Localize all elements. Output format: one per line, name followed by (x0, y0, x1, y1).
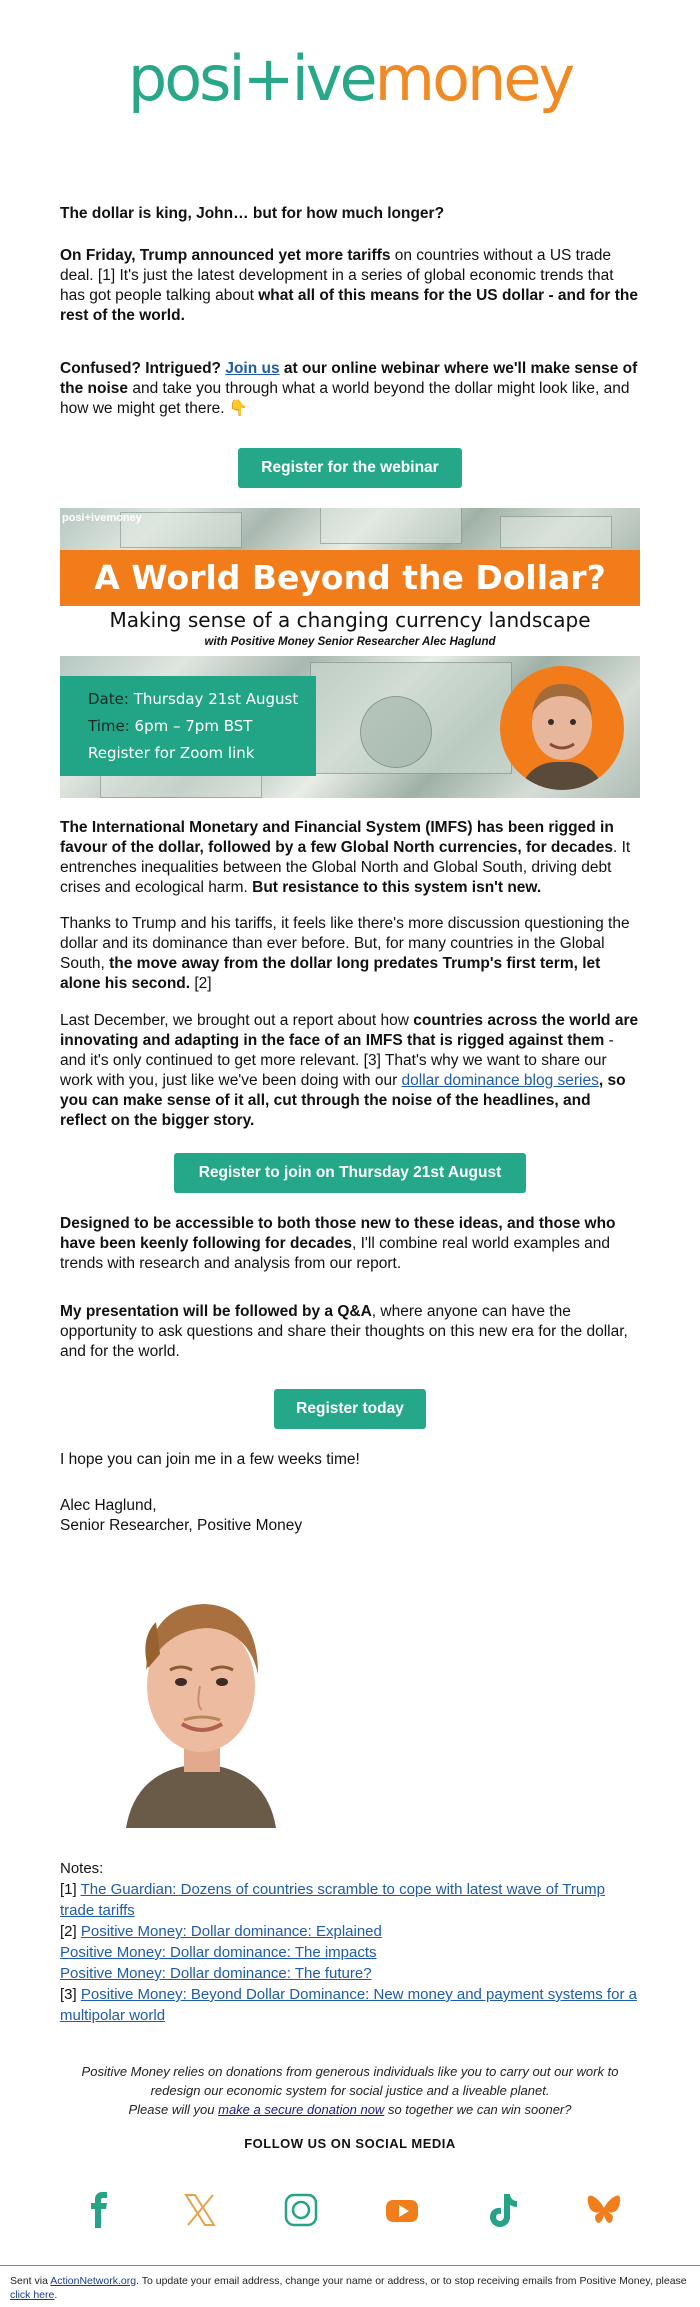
donate-link[interactable]: make a secure donation now (218, 2102, 385, 2117)
body-paragraph-qa: My presentation will be followed by a Q&A, where anyone can have the opportunity to ask questions and share their thoughts on this new era for the dollar, and for the world. (60, 1303, 628, 1360)
speaker-photo-small (500, 666, 624, 790)
instagram-icon[interactable] (281, 2190, 321, 2230)
closing-line: I hope you can join me in a few weeks time! (60, 1451, 360, 1468)
note-2-link-impacts[interactable]: Positive Money: Dollar dominance: The impacts (60, 1944, 377, 1961)
banner-subtitle: Making sense of a changing currency landscape (109, 608, 591, 632)
x-icon[interactable] (180, 2190, 220, 2230)
tiktok-icon[interactable] (483, 2190, 523, 2230)
note-2-link-explained[interactable]: Positive Money: Dollar dominance: Explained (80, 1923, 382, 1940)
click-here-link[interactable]: click here (10, 2289, 55, 2301)
actionnetwork-link[interactable]: ActionNetwork.org (50, 2275, 137, 2287)
signature: Alec Haglund, Senior Researcher, Positive Money (60, 1497, 303, 1534)
bluesky-icon[interactable] (584, 2190, 624, 2230)
body-paragraph-report: Last December, we brought out a report about how countries across the world are innovating and adapting in the face of an IMFS that is rigged against them - and it's only continued to get more relevant. [3] That's why we want to share our work with you, just like we've been doing with our dollar dominance blog series, so you can make sense of it all, cut through the noise of the headlines, and reflect on the bigger story. (60, 1012, 639, 1129)
unsubscribe-footer: Sent via ActionNetwork.org. To update your email address, change your name or address, or to stop receiving emails from Positive Money, please click here. (0, 2265, 700, 2302)
dollar-dominance-blog-link[interactable]: dollar dominance blog series (401, 1072, 599, 1089)
positive-money-logo: posi+ivemoney (127, 42, 573, 115)
speaker-portrait (126, 1578, 276, 1828)
note-2-link-future[interactable]: Positive Money: Dollar dominance: The future? (60, 1965, 372, 1982)
headline: The dollar is king, John… but for how much longer? (60, 205, 445, 222)
register-thursday-button[interactable]: Register to join on Thursday 21st August (174, 1153, 526, 1193)
register-today-button[interactable]: Register today (274, 1389, 426, 1429)
join-us-link[interactable]: Join us (225, 360, 280, 377)
banner-byline: with Positive Money Senior Researcher Alec Haglund (204, 636, 496, 648)
banner-money-background-top (60, 508, 640, 550)
banner-small-logo: posi+ivemoney (62, 512, 142, 524)
register-webinar-button[interactable]: Register for the webinar (238, 448, 462, 488)
follow-us-heading: FOLLOW US ON SOCIAL MEDIA (244, 2136, 456, 2151)
webinar-banner[interactable] (60, 508, 640, 798)
body-paragraph-trump: Thanks to Trump and his tariffs, it feels like there's more discussion questioning the dollar and its dominance than ever before. But, for many countries in the Global South, the move away from the dollar long predates Trump's first term, let alone his second. [2] (60, 915, 630, 992)
youtube-icon[interactable] (382, 2190, 422, 2230)
event-details-box: Date: Thursday 21st August Time: 6pm – 7pm BST Register for Zoom link (60, 676, 316, 776)
body-paragraph-imfs: The International Monetary and Financial System (IMFS) has been rigged in favour of the dollar, followed by a few Global North currencies, for decades. It entrenches inequalities between the Global North and Global South, driving debt crises and ecological harm. But resistance to this system isn't new. (60, 819, 631, 896)
notes-heading: Notes: (60, 1860, 104, 1877)
donation-appeal: Positive Money relies on donations from generous individuals like you to carry out our work to redesign our economic system for social justice and a liveable planet. Please will you make a secure donation now so together we can win sooner? (81, 2064, 619, 2117)
notes-section: Notes: [1] The Guardian: Dozens of countries scramble to cope with latest wave of Trump trade tariffs [2] Positive Money: Dollar dominance: Explained Positive Money: Dollar dominance: The impacts Positive Money: Dollar dominance: The future? [3] Positive Money: Beyond Dollar Dominance: New money and payment systems for a multipolar world (60, 1858, 640, 2026)
note-1-link[interactable]: The Guardian: Dozens of countries scramble to cope with latest wave of Trump trade tariffs (60, 1881, 605, 1919)
note-3-link[interactable]: Positive Money: Beyond Dollar Dominance: New money and payment systems for a multipolar world (60, 1986, 637, 2024)
intro-paragraph-1: On Friday, Trump announced yet more tariffs on countries without a US trade deal. [1] It's just the latest development in a series of global economic trends that has got people talking about what all of this means for the US dollar - and for the rest of the world. (60, 247, 639, 324)
intro-paragraph-2: Confused? Intrigued? Join us at our online webinar where we'll make sense of the noise and take you through what a world beyond the dollar might look like, and how we might get there. 👇 (60, 360, 638, 417)
facebook-icon[interactable] (79, 2190, 119, 2230)
banner-title: A World Beyond the Dollar? (60, 550, 640, 606)
body-paragraph-accessible: Designed to be accessible to both those new to these ideas, and those who have been keenly following for decades, I'll combine real world examples and trends with research and analysis from our report. (60, 1215, 616, 1272)
